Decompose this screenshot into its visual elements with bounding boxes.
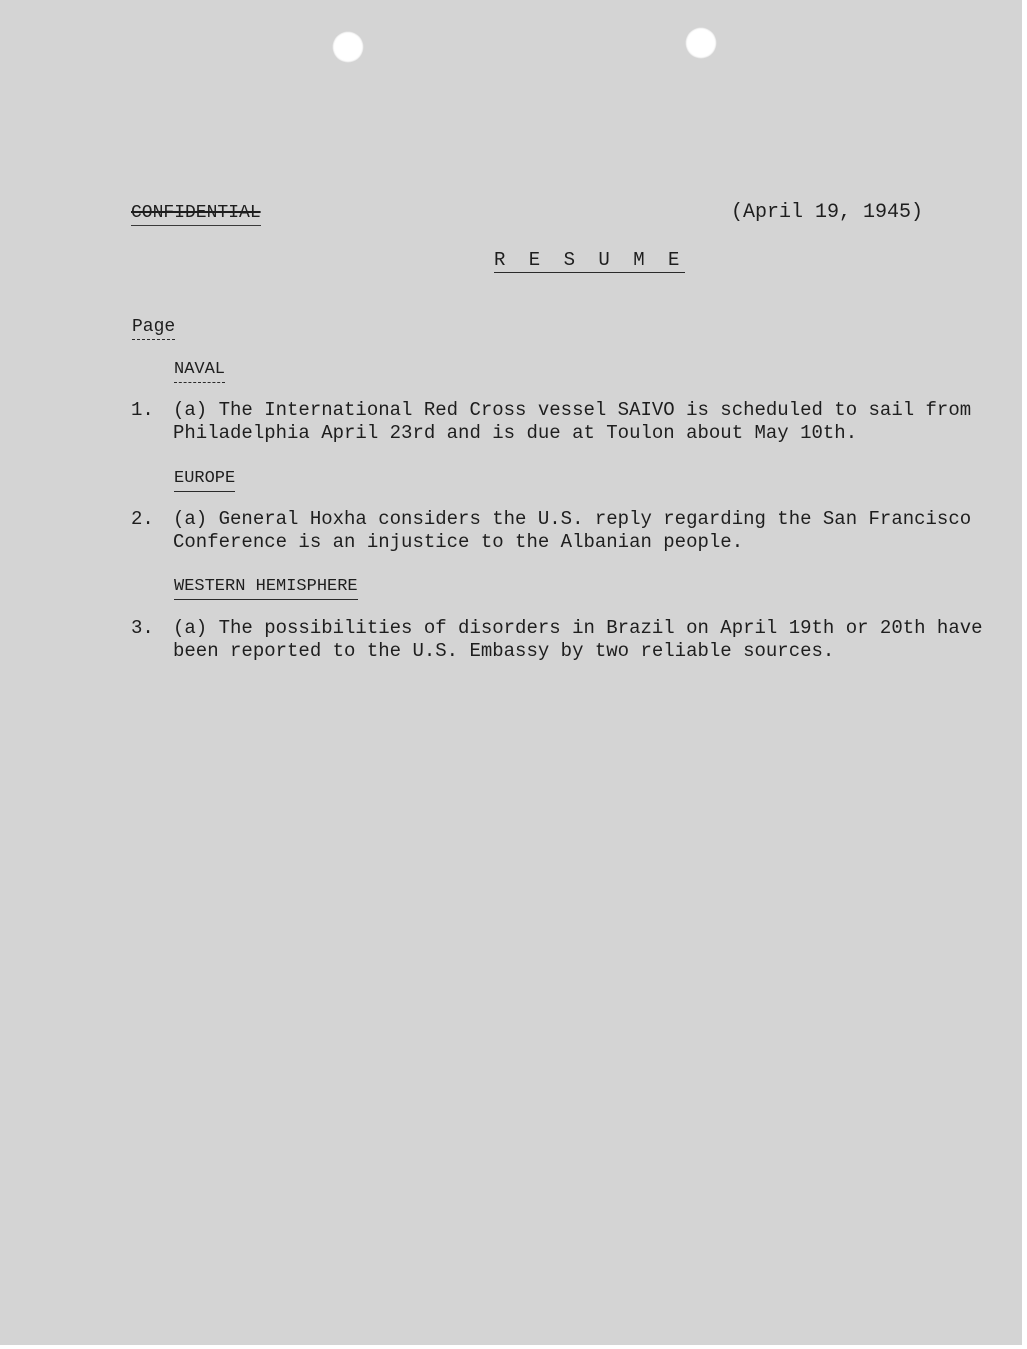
document-title: R E S U M E (494, 249, 686, 271)
page-edge-bottom (0, 1345, 1027, 1349)
item-text-line: Philadelphia April 23rd and is due at Toulon about May 10th. (173, 422, 858, 444)
punch-hole-left (332, 31, 364, 63)
item-text-line: been reported to the U.S. Embassy by two reliable sources. (173, 640, 835, 662)
page-column-label: Page (132, 316, 175, 340)
item-text-line: (a) General Hoxha considers the U.S. reply regarding the San Francisco (173, 508, 972, 530)
item-number: 2. (131, 508, 154, 530)
item-number: 3. (131, 617, 154, 639)
classification-stamp: CONFIDENTIAL (131, 203, 261, 223)
item-text-line: Conference is an injustice to the Albanian people. (173, 531, 744, 553)
page-edge-right (1022, 0, 1027, 1349)
punch-hole-right (685, 27, 717, 59)
section-heading-naval: NAVAL (174, 359, 225, 383)
item-text-line: (a) The possibilities of disorders in Brazil on April 19th or 20th have (173, 617, 983, 639)
document-date: (April 19, 1945) (731, 201, 924, 224)
item-number: 1. (131, 399, 154, 421)
item-text-line: (a) The International Red Cross vessel SAIVO is scheduled to sail from (173, 399, 972, 421)
section-heading-europe: EUROPE (174, 468, 235, 492)
section-heading-western-hemisphere: WESTERN HEMISPHERE (174, 576, 358, 600)
